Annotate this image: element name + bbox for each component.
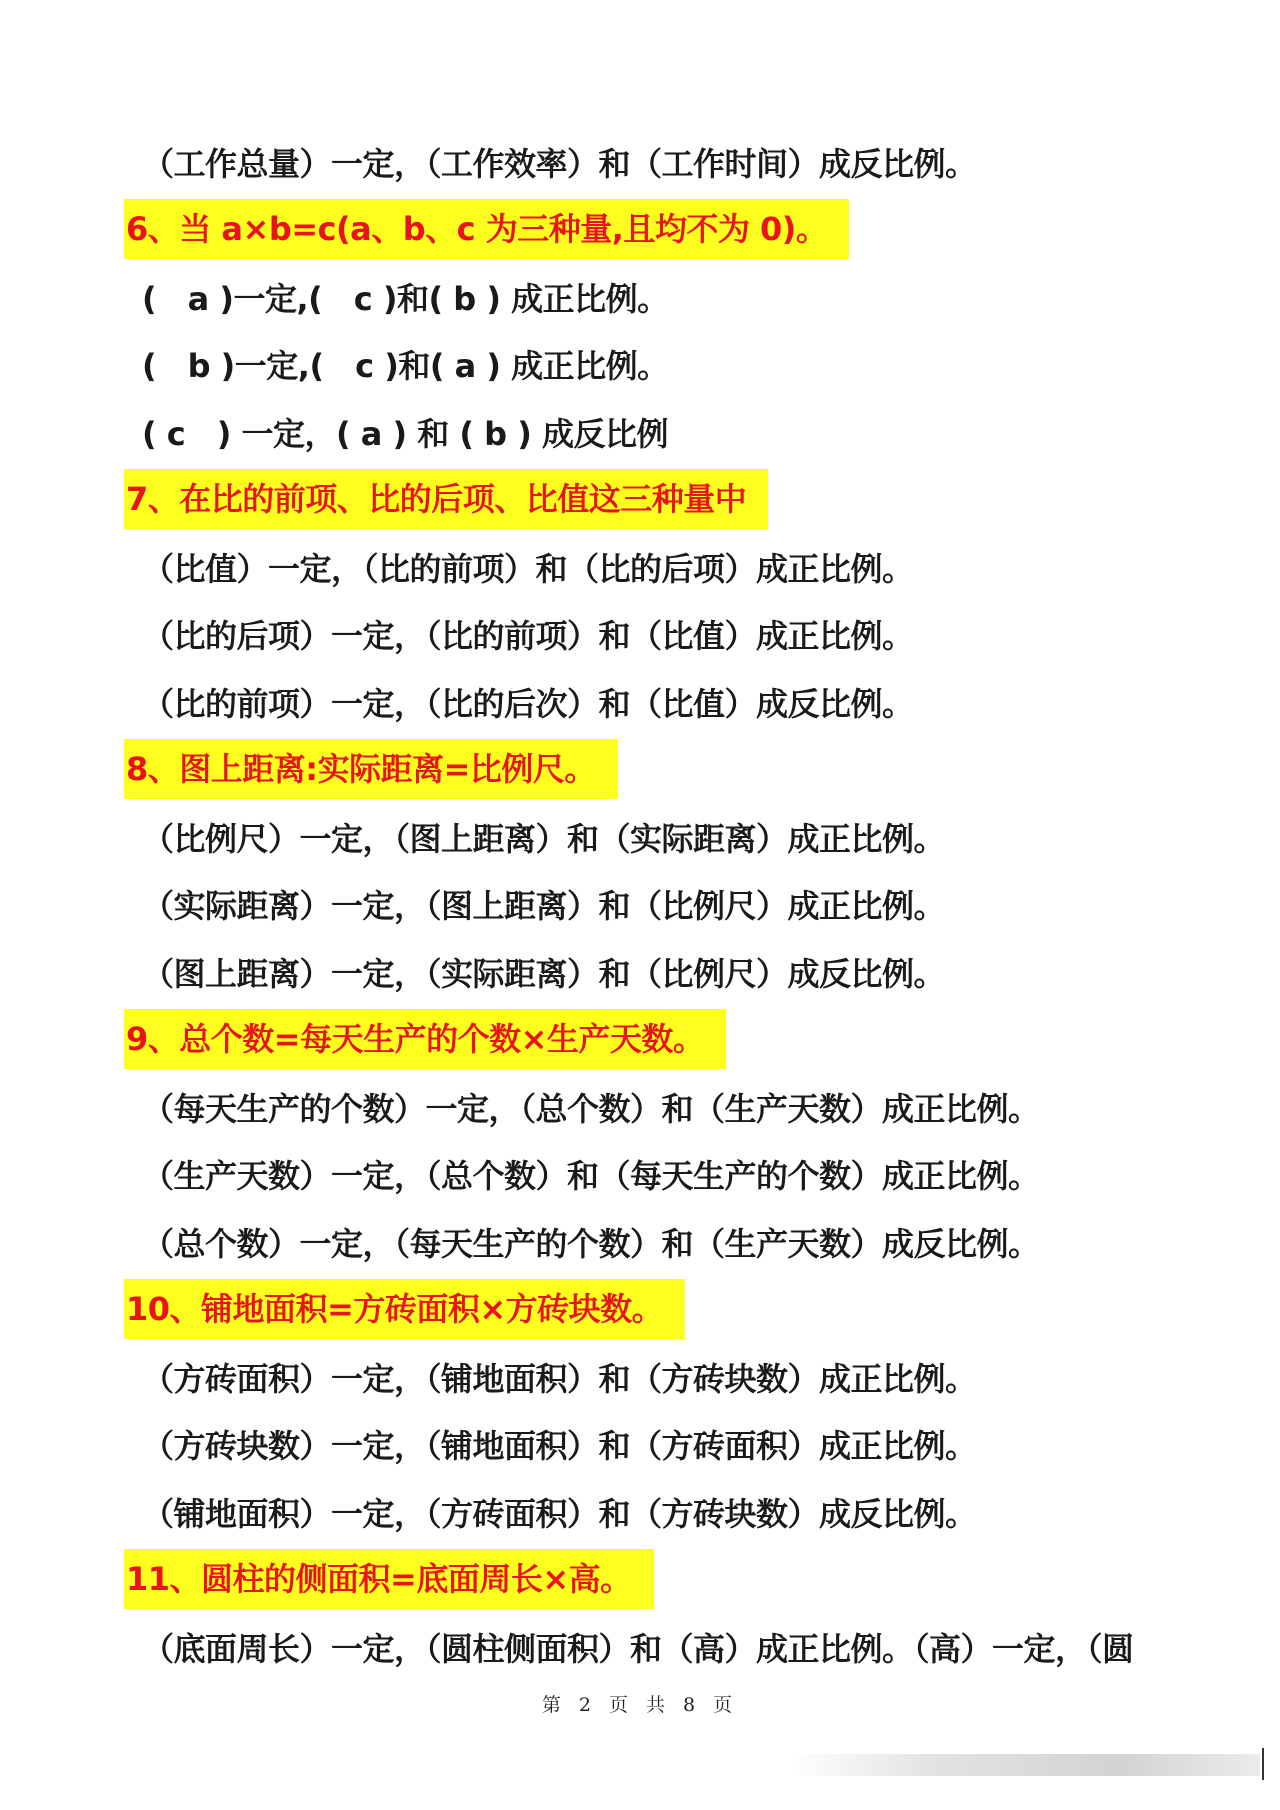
body-line [124, 1411, 1204, 1479]
section-heading [124, 1276, 1204, 1344]
line-text: （总个数）一定，（每天生产的个数）和（生产天数）成反比例。 [142, 1224, 1040, 1263]
heading-text: 10、铺地面积=方砖面积×方砖块数。 [124, 1279, 685, 1339]
line-text: ( c ) 一定，( a ) 和 ( b ) 成反比例 [142, 414, 668, 453]
page-content [124, 128, 1204, 1681]
line-text: ( b )一定,( c )和( a ) 成正比例。 [142, 347, 669, 386]
body-line [124, 601, 1204, 669]
line-text: ( a )一定,( c )和( b ) 成正比例。 [142, 279, 669, 318]
heading-text: 7、在比的前项、比的后项、比值这三种量中 [124, 469, 768, 529]
body-line [124, 1208, 1204, 1276]
body-line [124, 1073, 1204, 1141]
page-footer: 第 2 页 共 8 页 [541, 1694, 739, 1716]
scan-artifact-edge [1262, 1748, 1264, 1780]
line-text: （生产天数）一定，（总个数）和（每天生产的个数）成正比例。 [142, 1157, 1040, 1196]
heading-text: 9、总个数=每天生产的个数×生产天数。 [124, 1009, 726, 1069]
section-heading [124, 196, 1204, 264]
scan-artifact [790, 1754, 1260, 1776]
section-heading [124, 736, 1204, 804]
body-line [124, 871, 1204, 939]
line-text: （图上距离）一定，（实际距离）和（比例尺）成反比例。 [142, 954, 946, 993]
line-text: （工作总量）一定，（工作效率）和（工作时间）成反比例。 [142, 144, 977, 183]
body-line [124, 1343, 1204, 1411]
line-text: （比的后项）一定，（比的前项）和（比值）成正比例。 [142, 617, 914, 656]
line-text: （铺地面积）一定，（方砖面积）和（方砖块数）成反比例。 [142, 1494, 977, 1533]
body-line [124, 263, 1204, 331]
heading-text: 8、图上距离:实际距离=比例尺。 [124, 739, 618, 799]
line-text: （方砖块数）一定，（铺地面积）和（方砖面积）成正比例。 [142, 1427, 977, 1466]
body-line [124, 533, 1204, 601]
line-text: （比的前项）一定，（比的后次）和（比值）成反比例。 [142, 684, 914, 723]
line-text: （方砖面积）一定，（铺地面积）和（方砖块数）成正比例。 [142, 1359, 977, 1398]
line-text: （比例尺）一定，（图上距离）和（实际距离）成正比例。 [142, 819, 946, 858]
body-line [124, 331, 1204, 399]
line-text: （底面周长）一定，（圆柱侧面积）和（高）成正比例。（高）一定，（圆 [142, 1629, 1134, 1668]
body-line [124, 1478, 1204, 1546]
section-heading [124, 1006, 1204, 1074]
body-line [124, 1141, 1204, 1209]
heading-text: 11、圆柱的侧面积=底面周长×高。 [124, 1549, 654, 1609]
line-text: （每天生产的个数）一定，（总个数）和（生产天数）成正比例。 [142, 1089, 1040, 1128]
body-line [124, 938, 1204, 1006]
body-line [124, 128, 1204, 196]
body-line [124, 803, 1204, 871]
section-heading [124, 1546, 1204, 1614]
body-line [124, 1613, 1204, 1681]
heading-text: 6、当 a×b=c(a、b、c 为三种量,且均不为 0)。 [124, 199, 849, 259]
body-line [124, 668, 1204, 736]
section-heading [124, 466, 1204, 534]
body-line [124, 398, 1204, 466]
line-text: （比值）一定，（比的前项）和（比的后项）成正比例。 [142, 549, 914, 588]
line-text: （实际距离）一定，（图上距离）和（比例尺）成正比例。 [142, 887, 946, 926]
